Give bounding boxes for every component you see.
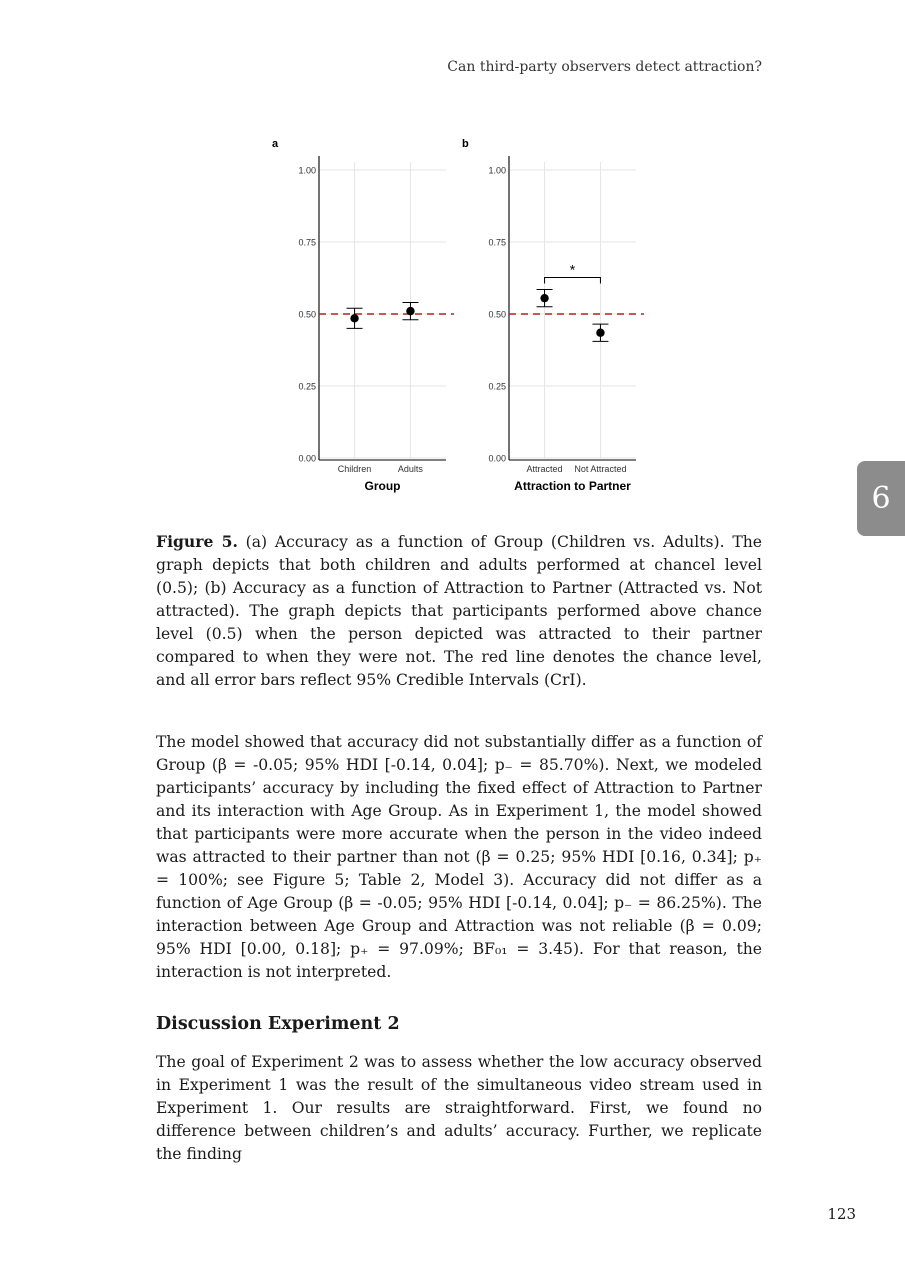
- data-point: [406, 307, 414, 315]
- significance-bracket: [545, 278, 601, 284]
- y-tick-label: 0.00: [298, 453, 316, 464]
- caption-text: (a) Accuracy as a function of Group (Children vs. Adults). The graph depicts that both children and adults performed at chancel level (0.5); (b) Accuracy as a function of Attraction to Partner (Attracted vs. Not attracted). The graph depicts that participants performed above chance level (0.5) when the person depicted was attracted to their partner compared to when they were not. The red line denotes the chance level, and all error bars reflect 95% Credible Intervals (CrI).: [156, 533, 762, 689]
- y-tick-label: 0.50: [298, 309, 316, 320]
- page-number: 123: [827, 1205, 856, 1223]
- x-tick-label: Attracted: [526, 464, 563, 474]
- panel-label: a: [272, 138, 279, 150]
- y-tick-label: 0.75: [488, 237, 506, 248]
- figure-caption: [156, 530, 762, 692]
- y-tick-label: 0.25: [298, 381, 316, 392]
- running-head: Can third-party observers detect attraction?: [447, 59, 762, 75]
- figure-5: [250, 128, 660, 518]
- caption-label: Figure 5.: [156, 532, 238, 551]
- x-tick-label: Children: [337, 464, 372, 474]
- paragraph-results: The model showed that accuracy did not substantially differ as a function of Group (β = -0.05; 95% HDI [-0.14, 0.04]; p₋ = 85.70%). Next, we modeled participants’ accuracy by including the fixed effect of Attraction to Partner and its interaction with Age Group. As in Experiment 1, the model showed that participants were more accurate when the person in the video indeed was attracted to their partner than not (β = 0.25; 95% HDI [0.16, 0.34]; p₊ = 100%; see Figure 5; Table 2, Model 3). Accuracy did not differ as a function of Age Group (β = -0.05; 95% HDI [-0.14, 0.04]; p₋ = 86.25%). The interaction between Age Group and Attraction was not reliable (β = 0.09; 95% HDI [0.00, 0.18]; p₊ = 97.09%; BF₀₁ = 3.45). For that reason, the interaction is not interpreted.: [156, 733, 762, 981]
- section-heading: Discussion Experiment 2: [156, 1014, 400, 1034]
- x-axis-title: Group: [364, 479, 401, 493]
- y-tick-label: 0.50: [488, 309, 506, 320]
- significance-marker: *: [569, 261, 576, 278]
- y-tick-label: 0.25: [488, 381, 506, 392]
- x-tick-label: Not Attracted: [574, 464, 627, 474]
- figure-5-chart: [250, 128, 660, 518]
- y-tick-label: 0.75: [298, 237, 316, 248]
- paragraph-discussion: The goal of Experiment 2 was to assess whether the low accuracy observed in Experiment 1 was the result of the simultaneous video stream used in Experiment 1. Our results are straightforward. First, we found no difference between children’s and adults’ accuracy. Further, we replicate the finding: [156, 1053, 762, 1163]
- data-point: [596, 329, 604, 337]
- data-point: [540, 294, 548, 302]
- data-point: [350, 314, 358, 322]
- x-tick-label: Adults: [397, 464, 423, 474]
- chapter-tab[interactable]: 6: [857, 461, 905, 536]
- y-tick-label: 1.00: [488, 165, 506, 176]
- x-axis-title: Attraction to Partner: [514, 479, 631, 493]
- panel-label: b: [462, 138, 469, 150]
- y-tick-label: 1.00: [298, 165, 316, 176]
- y-tick-label: 0.00: [488, 453, 506, 464]
